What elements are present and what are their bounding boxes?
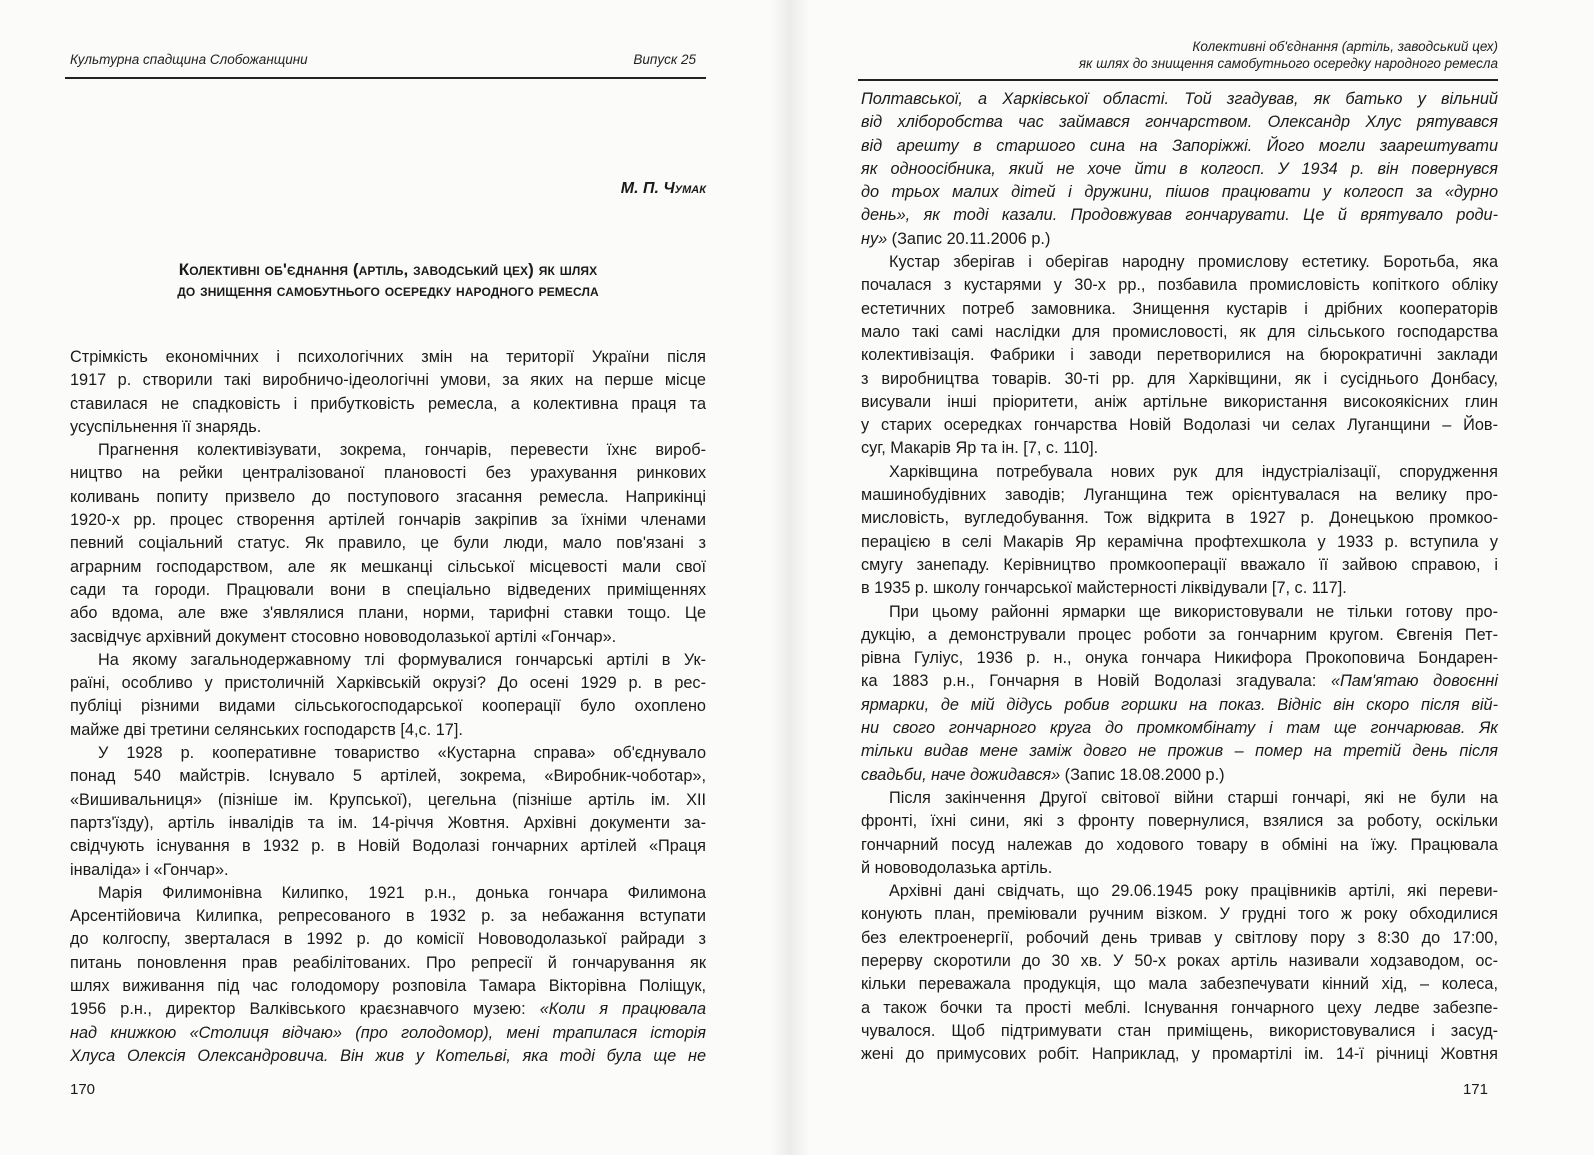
- quote-text: ну»: [861, 229, 888, 248]
- text-line: а також бочки та прості меблі. Існування гончарного цеху ледве забезпе-: [861, 998, 1498, 1017]
- text-line: [70, 1045, 706, 1068]
- paragraph: [861, 461, 1498, 601]
- text-line: до колгоспу, зверталася в 1992 р. до комісії Нововодолазької райради з: [70, 930, 706, 949]
- text-line: [70, 1022, 706, 1045]
- text-line: Після закінчення Другої світової війни старші гончарі, які не були на: [889, 788, 1498, 807]
- text-line: [861, 228, 1498, 251]
- quote-text: ярмарки, де мій дідусь робив горшки на показ. Відніс він скоро після вій-: [861, 695, 1498, 714]
- text-line: Стрімкість економічних і психологічних змін на території України після: [70, 348, 706, 366]
- quote-text: Хлуса Олексія Олександровича. Він жив у Котельві, яка тоді була ще не: [70, 1046, 706, 1065]
- text-line: 1917 р. створили такі виробничо-ідеологічні умови, за яких на перше місце: [70, 371, 706, 390]
- text-line: сади та городи. Працювали вони в спеціально відведених приміщеннях: [70, 580, 706, 599]
- text-line: кільки переважала продукція, що мала забезпечувати кінний хід, – колеса,: [861, 975, 1498, 994]
- text-line: перерву скоротили до 30 хв. У 50-х роках артіль називали ходзаводом, ос-: [861, 951, 1498, 970]
- text-line: почалася з кустарями у 30-х рр., позбавила промисловість копіткого обліку: [861, 276, 1498, 295]
- paragraph: [70, 742, 706, 882]
- running-head-title-line-1: Колективні об'єднання (артіль, заводський цех): [1192, 39, 1498, 54]
- text-line: [861, 764, 1498, 787]
- quote-text: ни свого гончарного круга до промкомбінату і там ще гончарював. Як: [861, 719, 1498, 738]
- text-line: Арсентійовича Килипка, репресованого в 1932 р. за небажання вступати: [70, 907, 706, 926]
- text-line: фронті, їхні сини, які з фронту повернулися, взялися за роботу, оскільки: [861, 812, 1498, 831]
- text-line: [70, 998, 706, 1021]
- article-author: М. П. Чумак: [620, 180, 706, 197]
- paragraph: [70, 346, 706, 439]
- text-line: засвідчує архівний документ стосовно нововодолазької артілі «Гончар».: [70, 627, 617, 646]
- left-page-body: [70, 346, 706, 1068]
- paragraph: [861, 88, 1498, 251]
- quote-text: над книжкою «Столиця відчаю» (про голодомор), мені трапилася історія: [70, 1023, 706, 1042]
- quote-text: тільки видав мене заміж довго не прожив – помер на третій день після: [861, 742, 1498, 761]
- text-segment: ка 1883 р.н., Гончарня в Новій Водолазі згадувала:: [861, 672, 1331, 691]
- text-line: без електроенергії, робочий день тривав у світлову пору з 8:30 до 17:00,: [861, 928, 1498, 947]
- quote-text: від хліборобства час займався гончарством. Олександр Хлус рятувався: [861, 113, 1498, 132]
- text-line: [861, 111, 1498, 134]
- text-line: висували інші пріоритети, аніж артільне використання високоякісних глин: [861, 392, 1498, 411]
- text-line: [861, 135, 1498, 158]
- text-line: [861, 694, 1498, 717]
- text-line: мисловість, вугледобування. Тож відкрита в 1927 р. Донецькою промкоо-: [861, 509, 1498, 528]
- paragraph: [861, 251, 1498, 461]
- text-line: [861, 717, 1498, 740]
- text-line: у старих осередках гончарства Новій Водолазі чи селах Луганщини – Йов-: [861, 416, 1498, 435]
- text-line: гончарний посуд належав до ходового товару в обміні на їжу. Працювала: [861, 835, 1498, 854]
- text-line: Прагнення колективізувати, зокрема, гончарів, перевести їхнє вироб-: [98, 441, 706, 460]
- book-gutter: [770, 0, 810, 1155]
- text-line: Харківщина потребувала нових рук для індустріалізації, спорудження: [889, 462, 1498, 481]
- text-line: аграрним господарством, але як мешканці сільської місцевості мали свої: [70, 557, 706, 576]
- text-line: машинобудівних заводів; Луганщина теж орієнтувалася на велику про-: [861, 486, 1498, 505]
- text-line: У 1928 р. кооперативне товариство «Кустарна справа» об'єднувало: [98, 744, 706, 763]
- text-line: «Вишивальниця» (пізніше ім. Крупської), цегельна (пізніше артіль ім. XII: [70, 790, 706, 809]
- text-line: Кустар зберігав і оберігав народну промислову естетику. Боротьба, яка: [889, 253, 1498, 272]
- article-title-line-2: до знищення самобутнього осередку народного ремесла: [177, 281, 599, 300]
- text-line: колективізація. Фабрики і заводи перетворилися на бюрократичні заклади: [861, 346, 1498, 365]
- text-line: чувалося. Щоб підтримувати стан приміщень, використовувалися і засуд-: [861, 1021, 1498, 1040]
- quote-text: свадьби, наче дожидався»: [861, 765, 1061, 784]
- text-line: [861, 204, 1498, 227]
- text-segment: (Запис 20.11.2006 р.): [887, 229, 1051, 248]
- text-line: коливань попиту призвело до поступового згасання ремесла. Наприкінці: [70, 487, 706, 506]
- text-line: ництво на рейки централізованої плановості без урахування ринкових: [70, 464, 706, 483]
- text-line: [861, 670, 1498, 693]
- text-line: [861, 181, 1498, 204]
- text-line: понад 540 майстрів. Існувало 5 артілей, зокрема, «Виробник-чоботар»,: [70, 767, 706, 786]
- quote-text: «Пам'ятаю довоєнні: [1330, 672, 1498, 691]
- text-line: естетичних потреб замовника. Знищення кустарів і дрібних кооператорів: [861, 299, 1498, 318]
- paragraph: [861, 880, 1498, 1066]
- text-line: раїні, особливо у пристоличній Харківській окрузі? До осені 1929 р. в рес-: [70, 674, 706, 693]
- text-line: публіці різними видами сільськогосподарської кооперації було охоплено: [70, 697, 706, 716]
- running-head-title-line-2: як шлях до знищення самобутнього осередку народного ремесла: [1078, 56, 1498, 71]
- text-line: з виробництва товарів. 30-ті рр. для Харківщини, як і сусіднього Донбасу,: [861, 369, 1498, 388]
- text-line: й нововодолазька артіль.: [861, 858, 1053, 877]
- quote-text: Полтавської, а Харківської області. Той згадував, як батько у вільний: [861, 90, 1498, 108]
- text-line: дукцію, а демонстрували процес роботи за гончарним кругом. Євгенія Пет-: [861, 625, 1498, 644]
- right-page-body: [861, 88, 1498, 1066]
- text-line: смугу занепаду. Керівництво промкооперації вважало її зайвою справою, і: [861, 555, 1498, 574]
- page-number: 171: [1462, 1081, 1488, 1098]
- text-line: 1920-х рр. процес створення артілей гончарів закріпив за їхніми членами: [70, 511, 706, 530]
- text-segment: (Запис 18.08.2000 р.): [1060, 765, 1225, 784]
- left-page: [70, 0, 706, 1155]
- text-line: [861, 740, 1498, 763]
- paragraph: [70, 649, 706, 742]
- quote-text: як одноосібника, який не хоче йти в колгосп. У 1934 р. він повернувся: [861, 159, 1498, 178]
- running-head-issue: Випуск 25: [633, 52, 696, 67]
- text-line: шлях виживання під час голодомору розповіла Тамара Вікторівна Поліщук,: [70, 977, 706, 996]
- running-head-journal: Культурна спадщина Слобожанщини: [70, 52, 308, 67]
- text-line: Архівні дані свідчать, що 29.06.1945 року працівників артілі, які переви-: [889, 882, 1498, 901]
- right-page: [861, 0, 1498, 1155]
- text-line: рівна Гуліус, 1936 р. н., онука гончара Никифора Прокоповича Бондарен-: [861, 649, 1498, 668]
- quote-text: «Коли я працювала: [539, 1000, 706, 1019]
- text-line: інваліда» і «Гончар».: [70, 860, 229, 879]
- quote-text: від арешту в старшого сина на Запоріжжі. Його могли заарештувати: [861, 136, 1498, 155]
- paragraph: [861, 601, 1498, 787]
- header-rule: [65, 77, 706, 79]
- text-line: питань поновлення прав реабілітованих. Про репресії й гончарування як: [70, 953, 706, 972]
- text-line: Марія Филимонівна Килипко, 1921 р.н., донька гончара Филимона: [98, 883, 706, 902]
- text-line: або вдома, але вже з'являлися плани, норми, тарифні ставки тощо. Це: [70, 604, 706, 623]
- paragraph: [70, 882, 706, 1068]
- text-line: мало такі самі наслідки для промисловості, як для сільського господарства: [861, 322, 1498, 341]
- text-line: в 1935 р. школу гончарської майстерності ліквідували [7, с. 117].: [861, 579, 1347, 598]
- text-line: жені до примусових робіт. Наприклад, у промартілі ім. 14-ї річниці Жовтня: [861, 1045, 1498, 1064]
- text-line: На якому загальнодержавному тлі формувалися гончарські артілі в Ук-: [98, 650, 706, 669]
- text-line: При цьому районні ярмарки ще використовували не тільки готову про-: [889, 602, 1498, 621]
- text-line: [861, 158, 1498, 181]
- text-line: [861, 88, 1498, 111]
- text-line: усуспільнення її знарядь.: [70, 417, 262, 436]
- text-line: майже дві третини селянських господарств [4,с. 17].: [70, 720, 463, 739]
- text-segment: 1956 р.н., директор Валківського краєзнавчого музею:: [70, 1000, 540, 1019]
- quote-text: день», як тоді казали. Продовжував гончарувати. Це й врятувало роди-: [861, 206, 1498, 225]
- quote-text: до трьох малих дітей і дружини, пішов працювати у колгосп за «дурно: [861, 183, 1498, 202]
- text-line: суг, Макарів Яр та ін. [7, с. 110].: [861, 439, 1099, 458]
- text-line: партз'їзду), артіль інвалідів та ім. 14-річчя Жовтня. Архівні документи за-: [70, 813, 706, 832]
- paragraph: [861, 787, 1498, 880]
- paragraph: [70, 439, 706, 649]
- text-line: перацією в селі Макарів Яр керамічна профтехшкола у 1933 р. вступила у: [861, 532, 1498, 551]
- page-number: 170: [70, 1081, 96, 1098]
- article-title-line-1: Колективні об'єднання (артіль, заводський цех) як шлях: [178, 260, 598, 279]
- text-line: конують план, преміювали ручним візком. У грудні того ж року обходилися: [861, 905, 1498, 924]
- text-line: свідчують існування в 1932 р. в Новій Водолазі гончарних артілей «Праця: [70, 837, 706, 856]
- text-line: ставилася не спадковість і прибутковість ремесла, а колективна праця та: [70, 394, 706, 413]
- header-rule: [858, 79, 1498, 81]
- text-line: певний соціальний статус. Як правило, це були люди, мало пов'язані з: [70, 534, 706, 553]
